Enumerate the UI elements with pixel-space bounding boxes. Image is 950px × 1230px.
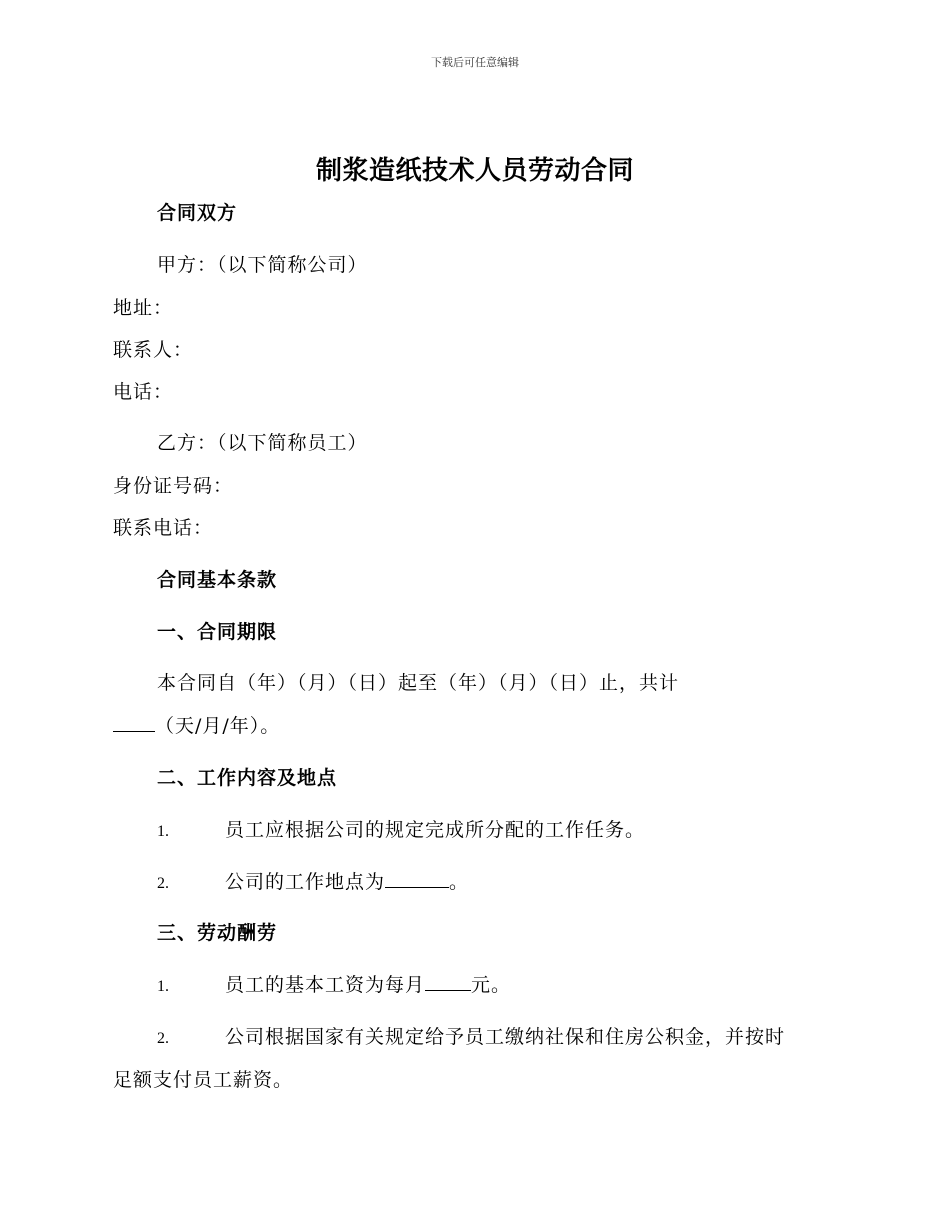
contact-person-line: 联系人： bbox=[113, 339, 194, 361]
contact-phone-line: 联系电话： bbox=[113, 517, 214, 539]
address-line: 地址： bbox=[113, 297, 174, 319]
list-text: 员工应根据公司的规定完成所分配的工作任务。 bbox=[225, 819, 646, 841]
pay-item-2-continued: 足额支付员工薪资。 bbox=[113, 1069, 294, 1091]
term-paragraph-line-1: 本合同自（年）（月）（日）起至（年）（月）（日）止，共计 bbox=[157, 672, 680, 694]
section-heading-basic-terms: 合同基本条款 bbox=[157, 569, 278, 591]
work-item-1 bbox=[157, 815, 645, 842]
work-item-2 bbox=[157, 867, 469, 894]
list-text: 公司的工作地点为 bbox=[225, 871, 386, 893]
list-text: 员工的基本工资为每月 bbox=[225, 974, 426, 996]
page-header: 下载后可任意编辑 bbox=[431, 56, 519, 69]
pay-item-1 bbox=[157, 970, 511, 997]
term-paragraph-line-2 bbox=[113, 711, 280, 738]
term-unit-text: （天/月/年）。 bbox=[155, 715, 281, 737]
list-text: 公司根据国家有关规定给予员工缴纳社保和住房公积金，并按时 bbox=[225, 1026, 786, 1048]
term-blank bbox=[113, 713, 155, 732]
party-a-line: 甲方：（以下简称公司） bbox=[157, 254, 368, 276]
party-b-line: 乙方：（以下简称员工） bbox=[157, 432, 368, 454]
list-number: 2. bbox=[157, 875, 169, 892]
list-text-end: 。 bbox=[449, 871, 470, 893]
work-location-blank bbox=[385, 869, 449, 888]
section-heading-parties: 合同双方 bbox=[157, 202, 238, 224]
list-number: 1. bbox=[157, 978, 169, 995]
pay-item-2 bbox=[157, 1022, 785, 1049]
list-text-end: 元。 bbox=[471, 974, 512, 996]
phone-line: 电话： bbox=[113, 381, 174, 403]
list-number: 1. bbox=[157, 823, 169, 840]
section-heading-pay: 三、劳动酬劳 bbox=[157, 922, 278, 944]
list-number: 2. bbox=[157, 1030, 169, 1047]
section-heading-work: 二、工作内容及地点 bbox=[157, 767, 338, 789]
section-heading-term: 一、合同期限 bbox=[157, 621, 278, 643]
salary-blank bbox=[425, 972, 471, 991]
document-title: 制浆造纸技术人员劳动合同 bbox=[315, 156, 634, 186]
id-number-line: 身份证号码： bbox=[113, 475, 234, 497]
